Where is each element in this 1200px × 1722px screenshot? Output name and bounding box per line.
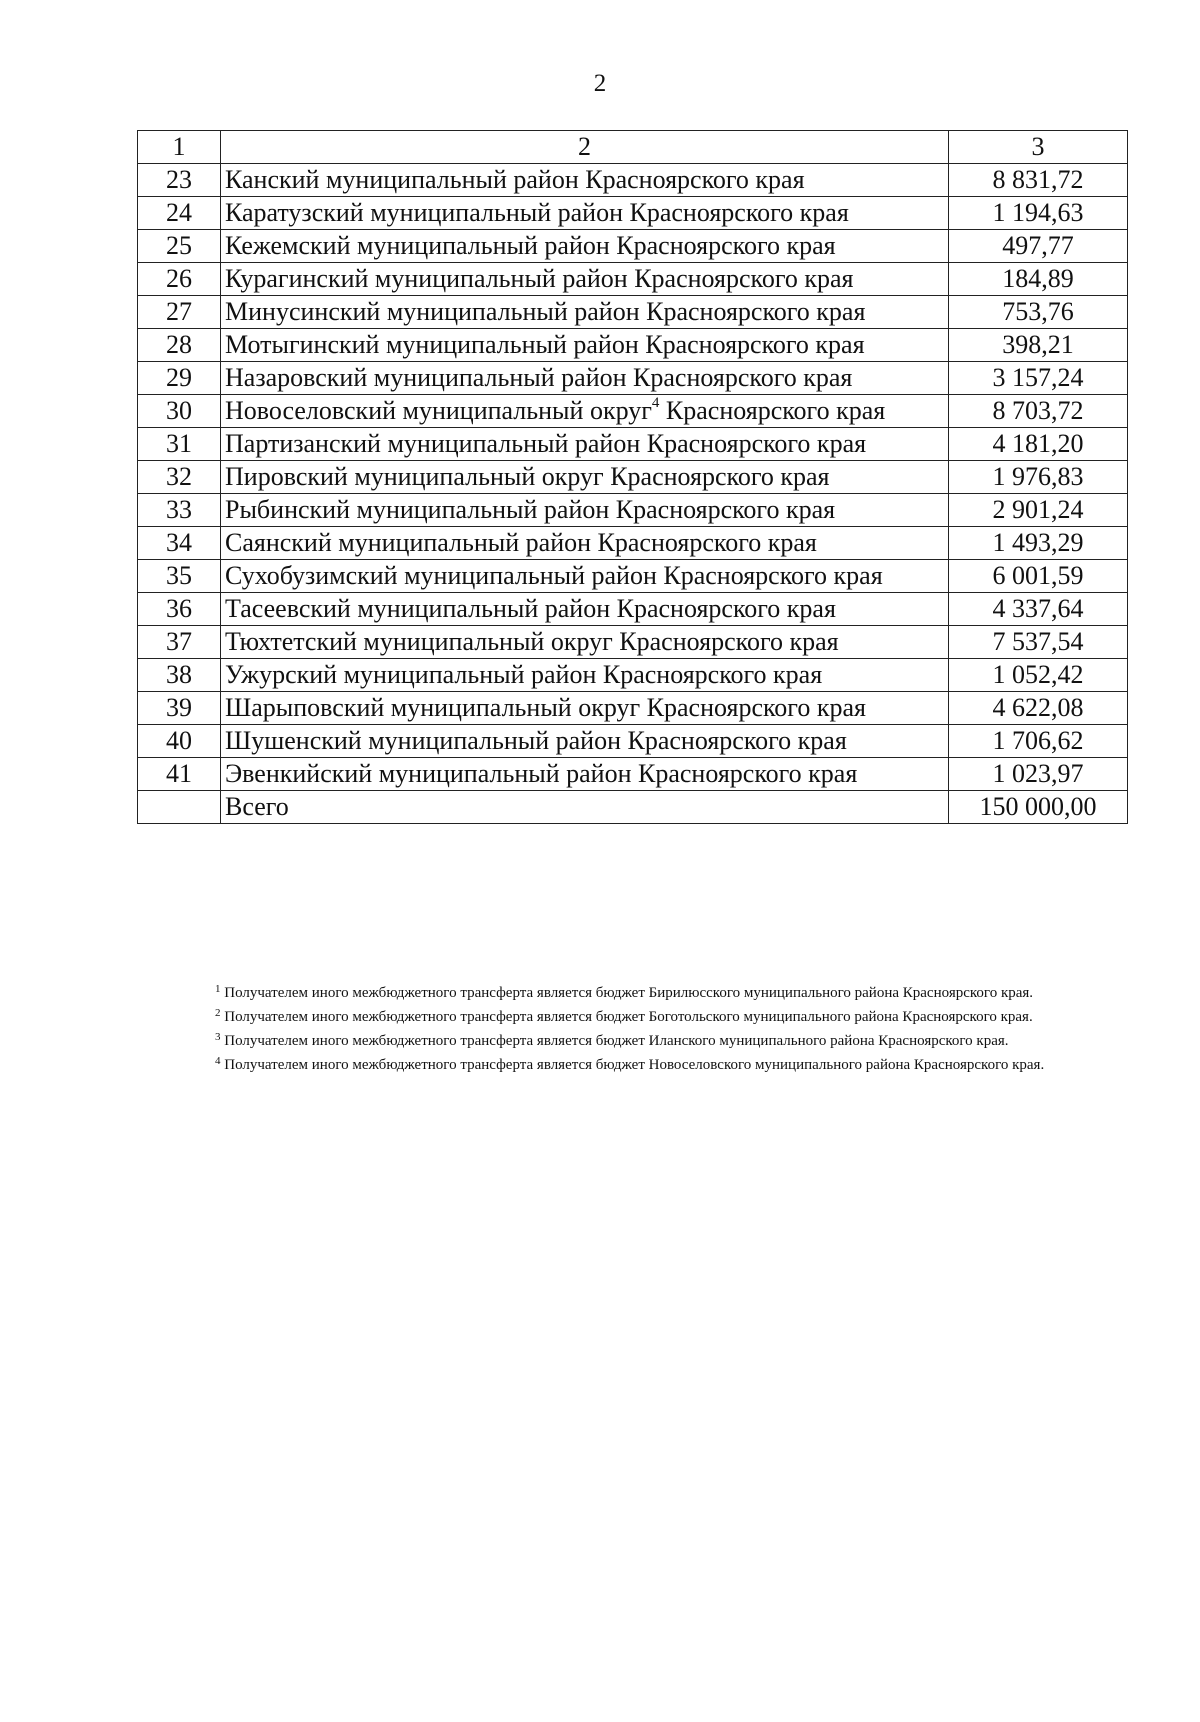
municipality-name: Шарыповский муниципальный округ Красноярского края (221, 692, 949, 725)
municipality-name-part: Новоселовский муниципальный округ (225, 396, 652, 425)
footnote-line (143, 1008, 1121, 1026)
row-number: 27 (138, 296, 221, 329)
table-row (138, 461, 1128, 494)
municipality-name: Шушенский муниципальный район Красноярского края (221, 725, 949, 758)
transfer-amount: 1 706,62 (949, 725, 1128, 758)
transfer-amount: 4 337,64 (949, 593, 1128, 626)
footnote-line (143, 1056, 1121, 1074)
municipality-name: Эвенкийский муниципальный район Красноярского края (221, 758, 949, 791)
allocation-table (137, 130, 1128, 824)
transfer-amount: 6 001,59 (949, 560, 1128, 593)
row-number: 31 (138, 428, 221, 461)
table-row (138, 329, 1128, 362)
row-number: 26 (138, 263, 221, 296)
transfer-amount: 8 831,72 (949, 164, 1128, 197)
table-row (138, 164, 1128, 197)
row-number: 30 (138, 395, 221, 428)
table-row (138, 560, 1128, 593)
table-row (138, 395, 1128, 428)
table-row (138, 263, 1128, 296)
table-row (138, 725, 1128, 758)
transfer-amount: 1 493,29 (949, 527, 1128, 560)
municipality-name: Рыбинский муниципальный район Красноярского края (221, 494, 949, 527)
transfer-amount: 4 181,20 (949, 428, 1128, 461)
row-number: 39 (138, 692, 221, 725)
page-number: 2 (593, 70, 607, 97)
municipality-name: Минусинский муниципальный район Красноярского края (221, 296, 949, 329)
footnotes (143, 984, 1121, 1080)
row-number: 40 (138, 725, 221, 758)
transfer-amount: 497,77 (949, 230, 1128, 263)
municipality-name: Кежемский муниципальный район Красноярского края (221, 230, 949, 263)
row-number: 33 (138, 494, 221, 527)
municipality-name (221, 395, 949, 428)
transfer-amount: 2 901,24 (949, 494, 1128, 527)
municipality-name: Ужурский муниципальный район Красноярского края (221, 659, 949, 692)
row-number: 34 (138, 527, 221, 560)
table-row (138, 362, 1128, 395)
footnote-mark: 3 (215, 1031, 221, 1043)
municipality-name: Курагинский муниципальный район Красноярского края (221, 263, 949, 296)
footnote-text: Получателем иного межбюджетного трансферта является бюджет Иланского муниципального района Красноярского края. (224, 1033, 1009, 1049)
transfer-amount: 398,21 (949, 329, 1128, 362)
total-empty-cell (138, 791, 221, 824)
row-number: 37 (138, 626, 221, 659)
table-row (138, 296, 1128, 329)
municipality-name: Канский муниципальный район Красноярского края (221, 164, 949, 197)
footnote-text: Получателем иного межбюджетного трансферта является бюджет Новоселовского муниципального района Красноярского края. (224, 1057, 1045, 1073)
municipality-name: Мотыгинский муниципальный район Красноярского края (221, 329, 949, 362)
footnote-mark: 1 (215, 983, 221, 995)
municipality-name: Тасеевский муниципальный район Красноярского края (221, 593, 949, 626)
total-label: Всего (221, 791, 949, 824)
total-amount: 150 000,00 (949, 791, 1128, 824)
row-number: 28 (138, 329, 221, 362)
table-row (138, 692, 1128, 725)
transfer-amount: 1 052,42 (949, 659, 1128, 692)
table-header-row (138, 131, 1128, 164)
row-number: 35 (138, 560, 221, 593)
municipality-name: Пировский муниципальный округ Красноярского края (221, 461, 949, 494)
row-number: 23 (138, 164, 221, 197)
footnote-mark: 4 (651, 395, 660, 411)
transfer-amount: 184,89 (949, 263, 1128, 296)
transfer-amount: 4 622,08 (949, 692, 1128, 725)
municipality-name: Партизанский муниципальный район Красноярского края (221, 428, 949, 461)
footnote (143, 1032, 1121, 1050)
table-row (138, 527, 1128, 560)
footnote-mark: 2 (215, 1007, 221, 1019)
row-number: 38 (138, 659, 221, 692)
header-cell-amount: 3 (949, 131, 1128, 164)
row-number: 29 (138, 362, 221, 395)
municipality-name: Тюхтетский муниципальный округ Красноярского края (221, 626, 949, 659)
header-cell-number: 1 (138, 131, 221, 164)
table-row (138, 230, 1128, 263)
row-number: 25 (138, 230, 221, 263)
municipality-name: Каратузский муниципальный район Красноярского края (221, 197, 949, 230)
footnote-mark: 4 (215, 1055, 221, 1067)
row-number: 32 (138, 461, 221, 494)
footnote (143, 1056, 1121, 1074)
footnote-text: Получателем иного межбюджетного трансферта является бюджет Бирилюсского муниципального района Красноярского края. (224, 985, 1034, 1001)
row-number: 41 (138, 758, 221, 791)
row-number: 24 (138, 197, 221, 230)
municipality-name: Сухобузимский муниципальный район Красноярского края (221, 560, 949, 593)
footnote (143, 1008, 1121, 1026)
municipality-name-part: Красноярского края (659, 396, 886, 425)
transfer-amount: 1 023,97 (949, 758, 1128, 791)
transfer-amount: 753,76 (949, 296, 1128, 329)
municipality-name: Саянский муниципальный район Красноярского края (221, 527, 949, 560)
footnote-text: Получателем иного межбюджетного трансферта является бюджет Боготольского муниципального района Красноярского края. (224, 1009, 1033, 1025)
table-row (138, 197, 1128, 230)
table-row (138, 593, 1128, 626)
footnote-line (143, 984, 1121, 1002)
header-cell-name: 2 (221, 131, 949, 164)
table-row (138, 494, 1128, 527)
transfer-amount: 3 157,24 (949, 362, 1128, 395)
row-number: 36 (138, 593, 221, 626)
transfer-amount: 8 703,72 (949, 395, 1128, 428)
total-row (138, 791, 1128, 824)
table-row (138, 659, 1128, 692)
footnote (143, 984, 1121, 1002)
footnote-line (143, 1032, 1121, 1050)
municipality-name: Назаровский муниципальный район Красноярского края (221, 362, 949, 395)
table-row (138, 626, 1128, 659)
table-row (138, 428, 1128, 461)
transfer-amount: 1 976,83 (949, 461, 1128, 494)
transfer-amount: 1 194,63 (949, 197, 1128, 230)
table-row (138, 758, 1128, 791)
transfer-amount: 7 537,54 (949, 626, 1128, 659)
